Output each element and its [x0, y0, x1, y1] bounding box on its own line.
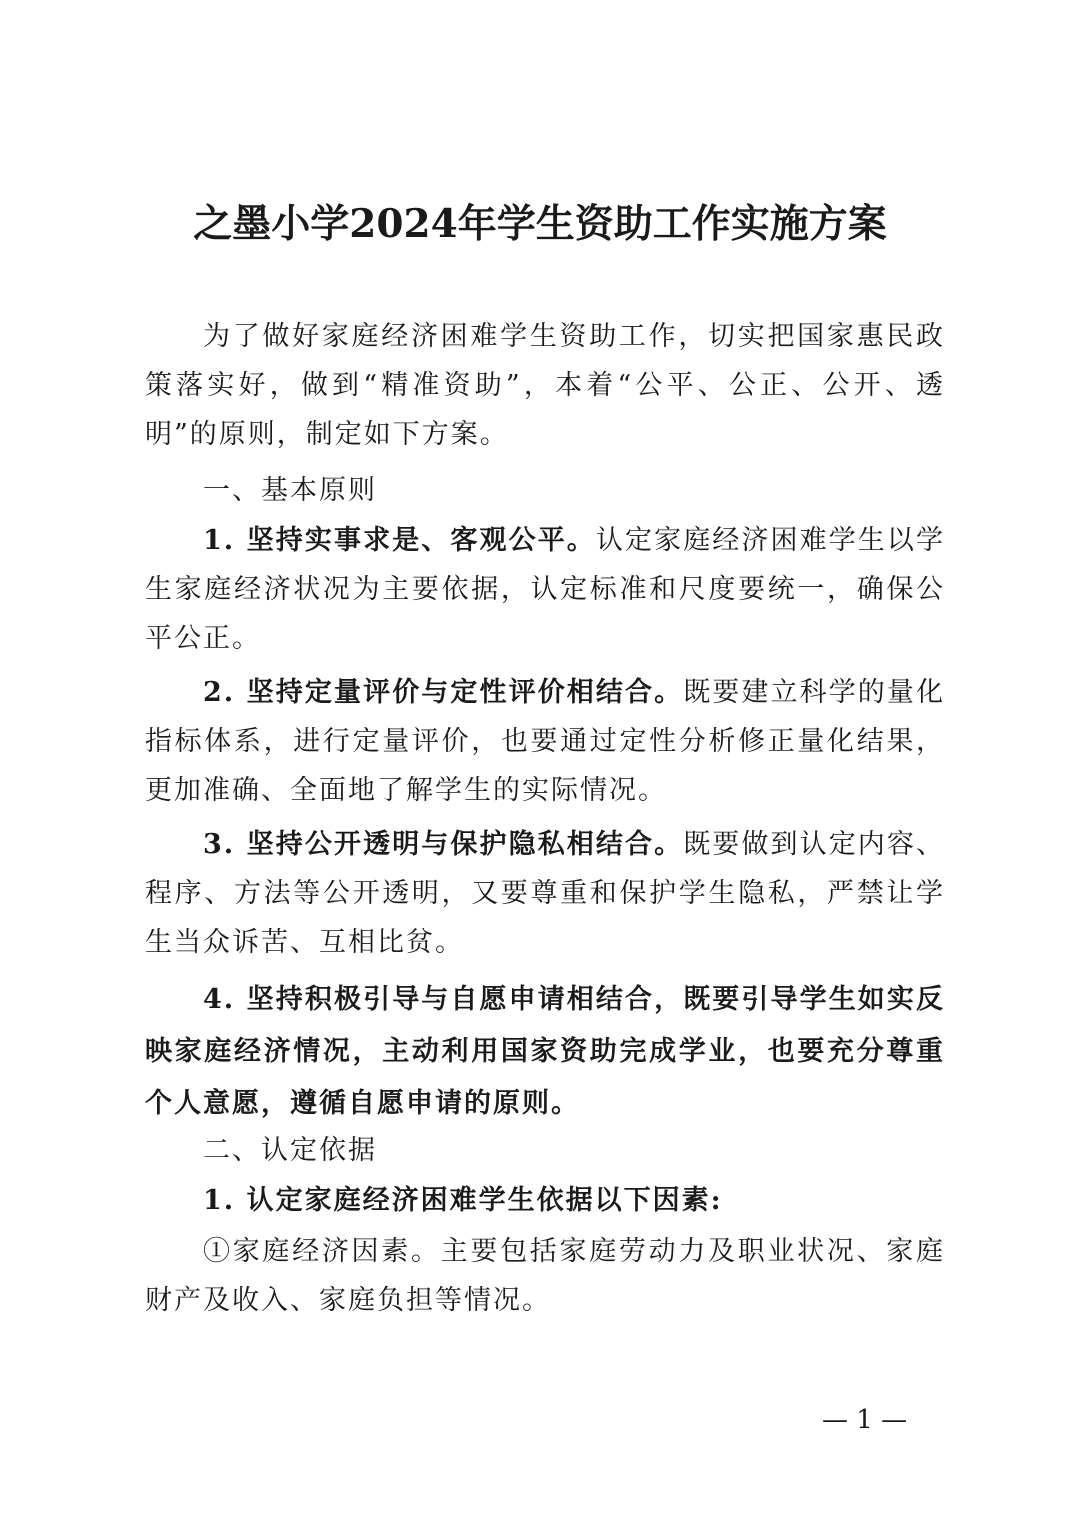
intro-paragraph: 为了做好家庭经济困难学生资助工作，切实把国家惠民政策落实好，做到“精准资助”，本着“公平、公正、公开、透明”的原则，制定如下方案。: [145, 321, 945, 450]
principle-lead-3: 3. 坚持公开透明与保护隐私相结合。: [203, 829, 684, 860]
principle-lead-4: 4. 坚持积极引导与自愿申请相结合，既要引导学生如实反映家庭经济情况，主动利用国家资助完成学业，也要充分尊重个人意愿，遵循自愿申请的原则。: [145, 984, 945, 1119]
basis-factor-paragraph: ①家庭经济因素。主要包括家庭劳动力及职业状况、家庭财产及收入、家庭负担等情况。: [145, 1236, 945, 1316]
principle-paragraph-4: [145, 974, 945, 1130]
section-heading-basic-principles: 一、基本原则: [203, 475, 377, 506]
page-title: 之墨小学2024年学生资助工作实施方案: [193, 201, 887, 247]
principle-paragraph-2: [145, 668, 945, 815]
principle-text-1: 认定家庭经济困难学生以学生家庭经济状况为主要依据，认定标准和尺度要统一，确保公平公正。: [145, 525, 945, 654]
principle-paragraph-1: [145, 516, 945, 663]
principle-lead-1: 1. 坚持实事求是、客观公平。: [203, 525, 596, 556]
principle-lead-2: 2. 坚持定量评价与定性评价相结合。: [203, 677, 684, 708]
principle-text-3: 既要做到认定内容、程序、方法等公开透明，又要尊重和保护学生隐私，严禁让学生当众诉苦、互相比贫。: [145, 829, 946, 958]
principle-text-2: 既要建立科学的量化指标体系，进行定量评价，也要通过定性分析修正量化结果，更加准确、全面地了解学生的实际情况。: [145, 677, 946, 806]
basis-subheading: 1. 认定家庭经济困难学生依据以下因素:: [203, 1185, 723, 1216]
page-number: — 1 —: [822, 1405, 908, 1435]
section-heading-basis: 二、认定依据: [203, 1135, 377, 1166]
principle-paragraph-3: [145, 820, 945, 967]
